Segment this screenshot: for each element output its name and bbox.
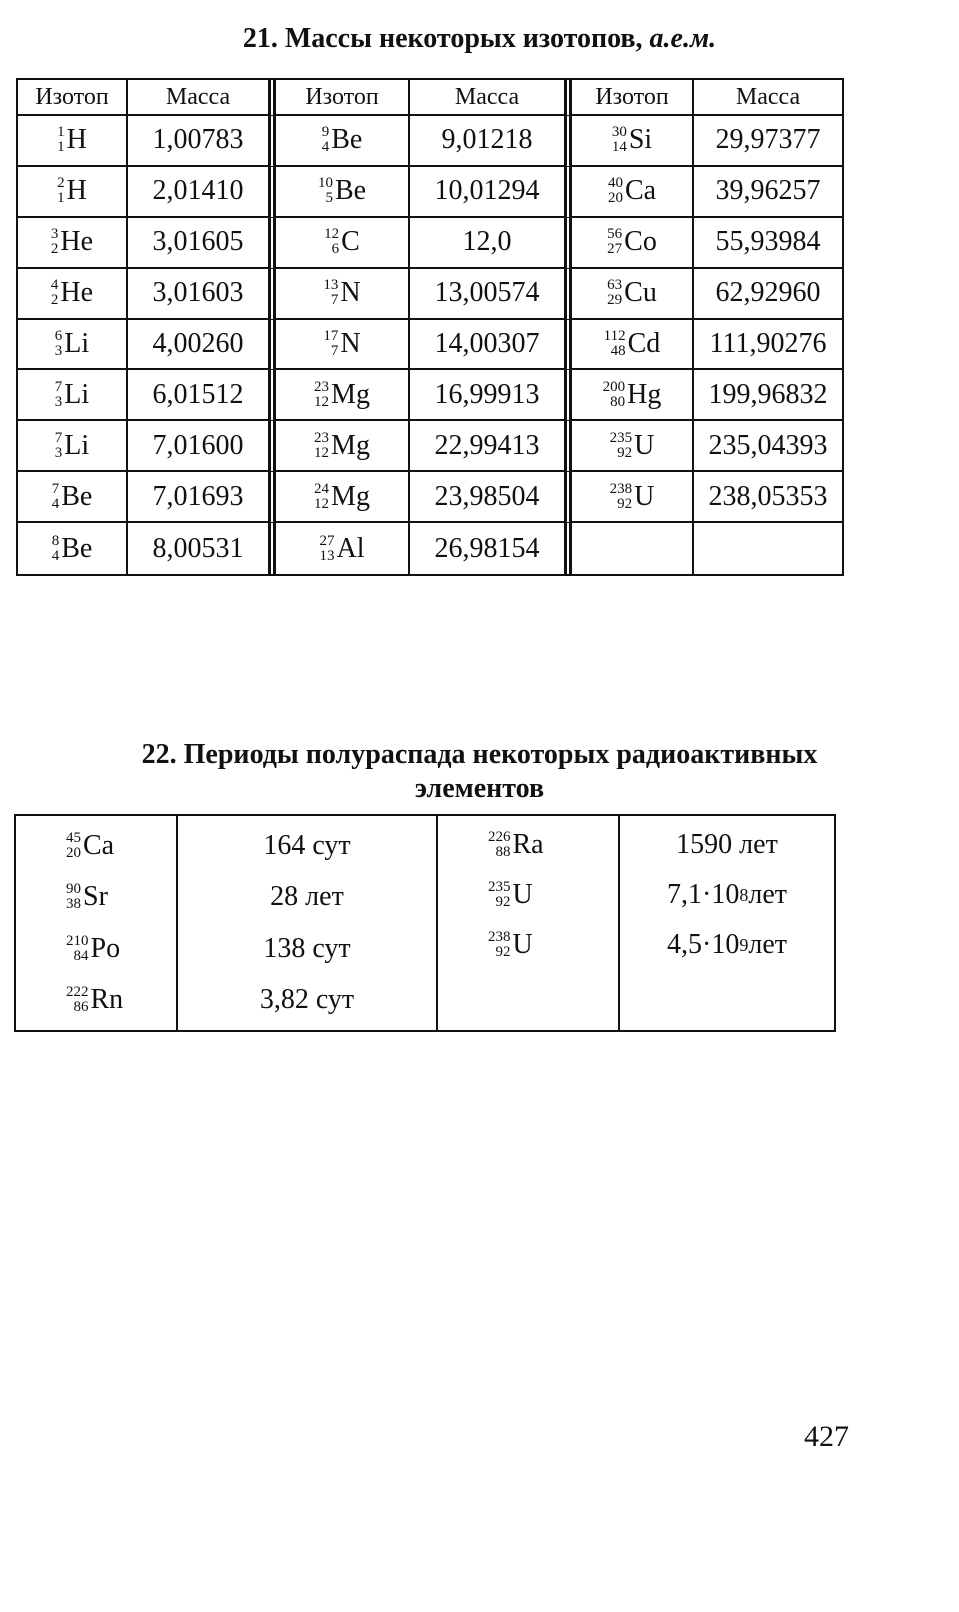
element-symbol: U <box>634 429 655 461</box>
mass-number: 226 <box>488 829 511 845</box>
half-life-row <box>16 821 176 871</box>
element-symbol: Rn <box>90 984 124 1016</box>
period-unit: лет <box>748 929 787 960</box>
element-symbol: Be <box>331 124 363 156</box>
mass-number: 235 <box>488 879 511 895</box>
atomic-number: 20 <box>607 190 623 207</box>
isotope-cell <box>572 320 694 371</box>
isotope-cell <box>18 116 128 167</box>
nuclide-numbers <box>314 431 329 461</box>
isotope-symbol <box>314 430 370 462</box>
isotope-cell <box>572 472 694 523</box>
mass-number: 23 <box>314 378 330 395</box>
mass-number: 210 <box>66 932 89 949</box>
header-isotope: Изотоп <box>572 80 694 116</box>
atomic-number: 2 <box>50 241 59 258</box>
element-symbol: Cu <box>624 277 657 309</box>
isotope-cell <box>572 167 694 218</box>
nuclide-numbers <box>610 431 633 461</box>
atomic-number: 20 <box>66 844 81 861</box>
mass-number: 6 <box>54 327 63 344</box>
half-life-value: 164 сут <box>263 829 351 861</box>
atomic-number: 1 <box>57 139 65 156</box>
table22-title-line1: 22. Периоды полураспада некоторых радиоактивных <box>141 739 818 770</box>
mass-number: 112 <box>603 327 626 344</box>
mass-cell: 39,96257 <box>694 167 842 218</box>
isotope-cell <box>572 116 694 167</box>
isotope-symbol <box>57 175 87 207</box>
element-symbol: N <box>340 327 361 359</box>
mass-cell: 55,93984 <box>694 218 842 269</box>
isotope-symbol <box>66 881 108 913</box>
isotope-symbol <box>608 175 656 207</box>
element-symbol: Ra <box>512 829 544 860</box>
atomic-number: 84 <box>73 947 89 964</box>
nuclide-numbers <box>323 278 338 308</box>
half-life-value: 3,82 сут <box>259 984 355 1016</box>
element-symbol: C <box>341 226 360 258</box>
mass-number: 13 <box>323 277 339 294</box>
header-isotope: Изотоп <box>276 80 410 116</box>
mass-cell: 3,01605 <box>128 218 276 269</box>
isotope-symbol <box>55 379 89 411</box>
nuclide-numbers <box>52 534 60 564</box>
nuclide-numbers <box>55 329 63 359</box>
atomic-number: 4 <box>51 495 60 512</box>
nuclide-numbers <box>323 329 338 359</box>
isotope-symbol <box>51 277 93 309</box>
atomic-number: 7 <box>330 292 339 309</box>
mass-number: 7 <box>54 429 63 446</box>
isotope-symbol <box>324 226 360 258</box>
element-symbol: H <box>66 124 87 156</box>
mass-cell: 13,00574 <box>410 269 572 320</box>
mass-number: 12 <box>324 226 340 243</box>
isotope-symbol <box>314 481 370 513</box>
atomic-number: 1 <box>57 190 65 207</box>
element-symbol: Cd <box>627 327 661 359</box>
isotope-cell <box>276 472 410 523</box>
isotope-cell <box>18 421 128 472</box>
mass-number: 238 <box>488 929 511 945</box>
nuclide-numbers <box>66 985 89 1015</box>
mass-cell: 9,01218 <box>410 116 572 167</box>
table21-title-unit: а.е.м. <box>649 23 717 54</box>
mass-cell: 29,97377 <box>694 116 842 167</box>
nuclide-numbers <box>314 482 329 512</box>
mass-number: 4 <box>50 277 59 294</box>
isotope-cell <box>18 218 128 269</box>
atomic-number: 4 <box>321 139 330 156</box>
atomic-number: 5 <box>325 190 333 207</box>
isotope-cell <box>572 421 694 472</box>
half-life-right-isotopes <box>438 816 620 1030</box>
element-symbol: Li <box>64 429 90 461</box>
table22-title-line2: элементов <box>414 773 545 804</box>
element-symbol: Ca <box>83 829 115 861</box>
atomic-number: 7 <box>330 342 339 359</box>
nuclide-numbers <box>488 930 511 960</box>
header-mass: Масса <box>694 80 842 116</box>
isotope-mass-table <box>16 78 844 576</box>
mass-cell: 14,00307 <box>410 320 572 371</box>
atomic-number: 14 <box>611 139 627 156</box>
atomic-number: 88 <box>495 844 511 860</box>
nuclide-numbers <box>51 227 59 257</box>
isotope-symbol <box>55 328 89 360</box>
element-symbol: He <box>60 277 94 309</box>
nuclide-numbers <box>55 380 63 410</box>
isotope-symbol <box>323 277 360 309</box>
isotope-symbol <box>66 933 120 965</box>
isotope-symbol <box>52 481 93 513</box>
mass-cell: 238,05353 <box>694 472 842 523</box>
element-symbol: N <box>340 277 361 309</box>
half-life-table <box>14 814 836 1032</box>
half-life-row <box>16 924 176 974</box>
mass-number: 27 <box>319 532 335 549</box>
mass-cell: 22,99413 <box>410 421 572 472</box>
mass-number: 24 <box>314 480 330 497</box>
mass-number: 200 <box>602 378 626 395</box>
mass-cell <box>694 523 842 574</box>
isotope-symbol <box>51 226 93 258</box>
atomic-number: 12 <box>314 393 330 410</box>
isotope-symbol <box>55 430 89 462</box>
nuclide-numbers <box>57 125 65 155</box>
mass-number: 17 <box>323 327 339 344</box>
mass-number: 238 <box>609 480 633 497</box>
half-life-value: 28 лет <box>270 881 344 913</box>
isotope-symbol <box>320 533 365 565</box>
isotope-symbol <box>322 124 363 156</box>
atomic-number: 13 <box>319 547 335 564</box>
atomic-number: 2 <box>50 292 59 309</box>
isotope-cell <box>276 269 410 320</box>
isotope-cell <box>18 370 128 421</box>
mass-cell: 12,0 <box>410 218 572 269</box>
table21-title <box>0 22 959 56</box>
element-symbol: Al <box>336 532 365 564</box>
atomic-number: 48 <box>610 342 626 359</box>
mass-number: 63 <box>607 277 623 294</box>
mass-cell: 8,00531 <box>128 523 276 574</box>
nuclide-numbers <box>52 482 60 512</box>
mass-cell: 16,99913 <box>410 370 572 421</box>
element-symbol: Mg <box>331 429 370 461</box>
isotope-cell <box>276 167 410 218</box>
element-symbol: H <box>66 175 87 207</box>
atomic-number: 4 <box>51 547 60 564</box>
mass-cell: 2,01410 <box>128 167 276 218</box>
nuclide-numbers <box>66 934 89 964</box>
period-value: 7,1·10 <box>667 879 740 910</box>
atomic-number: 3 <box>54 342 63 359</box>
atomic-number: 80 <box>610 393 626 410</box>
element-symbol: Be <box>61 532 93 564</box>
nuclide-numbers <box>610 482 633 512</box>
mass-number: 1 <box>57 124 65 141</box>
page-number: 427 <box>804 1420 849 1453</box>
isotope-cell <box>572 523 694 574</box>
atomic-number: 3 <box>54 444 63 461</box>
element-symbol: Mg <box>331 378 370 410</box>
nuclide-numbers <box>318 176 333 206</box>
half-life-value: 4,5·10 9 лет <box>667 929 787 960</box>
isotope-symbol <box>314 379 370 411</box>
mass-number: 40 <box>607 175 623 192</box>
isotope-cell <box>572 370 694 421</box>
period-value: 4,5·10 <box>667 929 740 960</box>
atomic-number: 38 <box>66 896 81 913</box>
mass-number: 7 <box>51 480 60 497</box>
isotope-symbol <box>66 830 114 862</box>
mass-cell: 7,01693 <box>128 472 276 523</box>
atomic-number: 6 <box>331 241 340 258</box>
table22-title <box>0 738 959 806</box>
atomic-number: 92 <box>495 944 511 960</box>
isotope-symbol <box>610 430 655 462</box>
nuclide-numbers <box>55 431 63 461</box>
nuclide-numbers <box>488 830 511 860</box>
isotope-symbol <box>488 829 544 861</box>
nuclide-numbers <box>603 380 626 410</box>
header-mass: Масса <box>410 80 572 116</box>
half-life-value: 7,1·10 8 лет <box>667 879 787 910</box>
half-life-right-periods <box>620 816 834 1030</box>
isotope-cell <box>276 421 410 472</box>
isotope-symbol <box>66 984 123 1016</box>
half-life-row <box>16 872 176 922</box>
isotope-symbol <box>604 328 661 360</box>
mass-number: 9 <box>321 124 330 141</box>
isotope-symbol <box>57 124 87 156</box>
atomic-number: 86 <box>73 999 89 1016</box>
half-life-row <box>438 920 618 970</box>
mass-number: 90 <box>66 881 81 898</box>
nuclide-numbers <box>607 227 622 257</box>
element-symbol: Li <box>64 378 90 410</box>
isotope-cell <box>18 472 128 523</box>
element-symbol: Li <box>64 327 90 359</box>
nuclide-numbers <box>488 880 511 910</box>
isotope-symbol <box>603 379 662 411</box>
atomic-number: 92 <box>617 444 633 461</box>
mass-cell: 23,98504 <box>410 472 572 523</box>
isotope-cell <box>276 370 410 421</box>
isotope-symbol <box>52 533 93 565</box>
isotope-symbol <box>607 226 657 258</box>
element-symbol: Sr <box>83 881 108 913</box>
nuclide-numbers <box>66 831 81 861</box>
mass-cell: 3,01603 <box>128 269 276 320</box>
atomic-number: 12 <box>314 444 330 461</box>
nuclide-numbers <box>57 176 65 206</box>
header-isotope: Изотоп <box>18 80 128 116</box>
element-symbol: Si <box>628 124 653 156</box>
nuclide-numbers <box>612 125 627 155</box>
half-life-value: 138 сут <box>263 932 351 964</box>
nuclide-numbers <box>66 882 81 912</box>
atomic-number: 27 <box>607 241 623 258</box>
mass-number: 45 <box>66 829 81 846</box>
atomic-number: 3 <box>54 393 63 410</box>
mass-cell: 6,01512 <box>128 370 276 421</box>
half-life-left-isotopes <box>16 816 178 1030</box>
mass-cell: 62,92960 <box>694 269 842 320</box>
element-symbol: Be <box>61 480 93 512</box>
mass-cell: 10,01294 <box>410 167 572 218</box>
element-symbol: Mg <box>331 480 370 512</box>
mass-number: 23 <box>314 429 330 446</box>
nuclide-numbers <box>322 125 330 155</box>
half-life-row <box>438 870 618 920</box>
nuclide-numbers <box>51 278 59 308</box>
header-mass: Масса <box>128 80 276 116</box>
nuclide-numbers <box>314 380 329 410</box>
period-value: 1590 лет <box>676 829 778 860</box>
isotope-cell <box>276 523 410 574</box>
mass-number: 222 <box>66 984 89 1001</box>
half-life-value <box>620 820 834 870</box>
isotope-cell <box>18 269 128 320</box>
nuclide-numbers <box>324 227 339 257</box>
element-symbol: Ca <box>624 175 657 207</box>
element-symbol: Po <box>90 932 121 964</box>
mass-number: 7 <box>54 378 63 395</box>
half-life-left-periods <box>178 816 438 1030</box>
isotope-symbol <box>318 175 366 207</box>
mass-number: 235 <box>609 429 633 446</box>
isotope-cell <box>572 218 694 269</box>
isotope-cell <box>276 320 410 371</box>
atomic-number: 92 <box>495 894 511 910</box>
mass-cell: 111,90276 <box>694 320 842 371</box>
half-life-row <box>16 975 176 1025</box>
mass-cell: 7,01600 <box>128 421 276 472</box>
mass-number: 56 <box>607 226 623 243</box>
element-symbol: Hg <box>627 378 662 410</box>
half-life-row <box>438 820 618 870</box>
nuclide-numbers <box>320 534 335 564</box>
element-symbol: He <box>60 226 94 258</box>
element-symbol: U <box>512 929 533 960</box>
atomic-number: 29 <box>607 292 623 309</box>
atomic-number: 92 <box>617 495 633 512</box>
mass-cell: 199,96832 <box>694 370 842 421</box>
element-symbol: U <box>634 480 655 512</box>
isotope-symbol <box>323 328 360 360</box>
mass-cell: 4,00260 <box>128 320 276 371</box>
isotope-cell <box>18 523 128 574</box>
isotope-cell <box>276 116 410 167</box>
isotope-symbol <box>488 879 533 911</box>
isotope-symbol <box>607 277 657 309</box>
isotope-cell <box>572 269 694 320</box>
mass-number: 2 <box>57 175 65 192</box>
nuclide-numbers <box>604 329 626 359</box>
mass-number: 3 <box>50 226 59 243</box>
element-symbol: Co <box>624 226 657 258</box>
mass-number: 8 <box>51 532 60 549</box>
isotope-cell <box>276 218 410 269</box>
isotope-cell <box>18 167 128 218</box>
nuclide-numbers <box>608 176 623 206</box>
atomic-number: 12 <box>314 495 330 512</box>
mass-cell: 235,04393 <box>694 421 842 472</box>
period-unit: лет <box>748 879 787 910</box>
isotope-symbol <box>612 124 652 156</box>
mass-number: 30 <box>611 124 627 141</box>
table21-title-text: 21. Массы некоторых изотопов, <box>242 23 643 54</box>
mass-cell: 26,98154 <box>410 523 572 574</box>
element-symbol: Be <box>334 175 367 207</box>
mass-number: 10 <box>317 175 333 192</box>
nuclide-numbers <box>607 278 622 308</box>
isotope-symbol <box>488 929 533 961</box>
isotope-cell <box>18 320 128 371</box>
isotope-symbol <box>610 481 655 513</box>
element-symbol: U <box>512 879 533 910</box>
mass-cell: 1,00783 <box>128 116 276 167</box>
